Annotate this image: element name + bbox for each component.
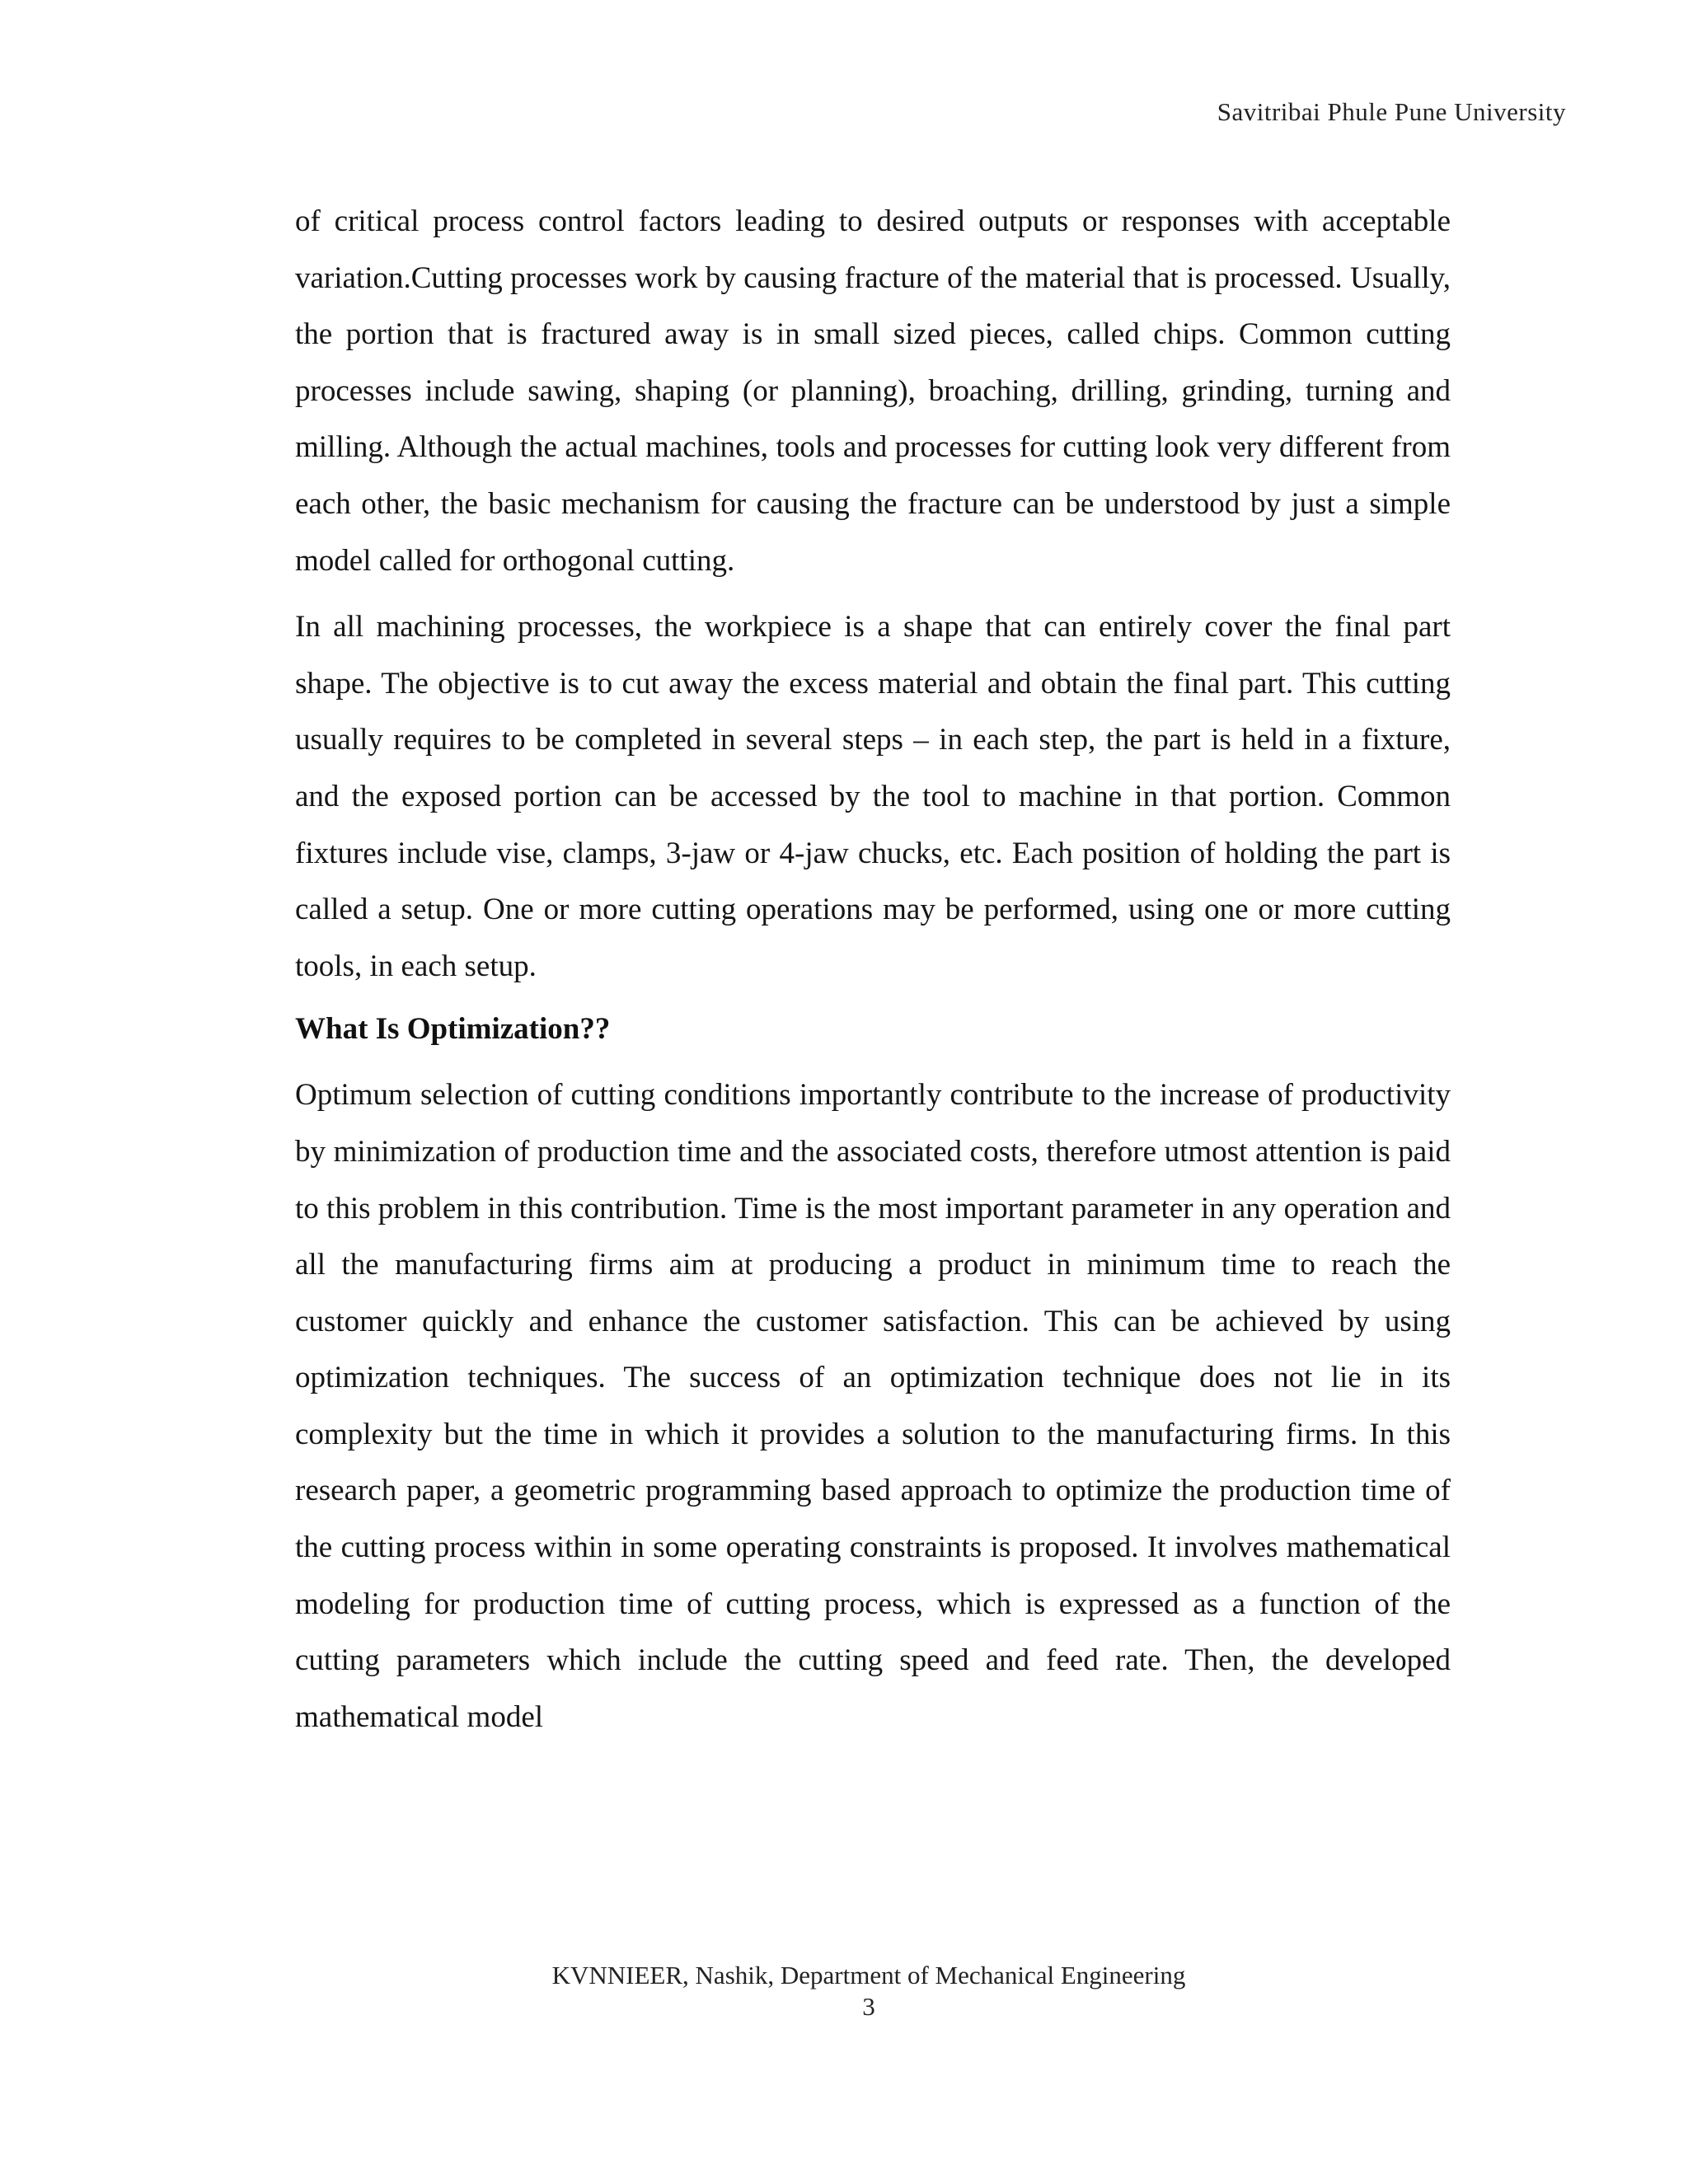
body-paragraph-3: Optimum selection of cutting conditions importantly contribute to the increase of productivity by minimization of production time and the associated costs, therefore utmost attention is paid to this problem in this contribution. Time is the most important parameter in any operation and all the manufacturing firms aim at producing a product in minimum time to reach the customer quickly and enhance the customer satisfaction. This can be achieved by using optimization techniques. The success of an optimization technique does not lie in its complexity but the time in which it provides a solution to the manufacturing firms. In this research paper, a geometric programming based approach to optimize the production time of the cutting process within in some operating constraints is proposed. It involves mathematical modeling for production time of cutting process, which is expressed as a function of the cutting parameters which include the cutting speed and feed rate. Then, the developed mathematical model (295, 1078, 1451, 1734)
page-number: 3 (862, 1992, 875, 2021)
section-heading-optimization: What Is Optimization?? (295, 1012, 611, 1047)
body-paragraph-1: of critical process control factors leading to desired outputs or responses with acceptable variation.Cutting processes work by causing fracture of the material that is processed. Usually, the portion that is fractured away is in small sized pieces, called chips. Common cutting processes include sawing, shaping (or planning), broaching, drilling, grinding, turning and milling. Although the actual machines, tools and processes for cutting look very different from each other, the basic mechanism for causing the fracture can be understood by just a simple model called for orthogonal cutting. (295, 204, 1451, 578)
document-body (295, 194, 1451, 1746)
body-paragraph-2: In all machining processes, the workpiece is a shape that can entirely cover the final part shape. The objective is to cut away the excess material and obtain the final part. This cutting usually requires to be completed in several steps – in each step, the part is held in a fixture, and the exposed portion can be accessed by the tool to machine in that portion. Common fixtures include vise, clamps, 3-jaw or 4-jaw chucks, etc. Each position of holding the part is called a setup. One or more cutting operations may be performed, using one or more cutting tools, in each setup. (295, 610, 1451, 983)
footer-institute: KVNNIEER, Nashik, Department of Mechanical Engineering (551, 1961, 1186, 1990)
page-header-university: Savitribai Phule Pune University (1217, 97, 1566, 126)
page-footer (0, 1960, 1688, 2022)
